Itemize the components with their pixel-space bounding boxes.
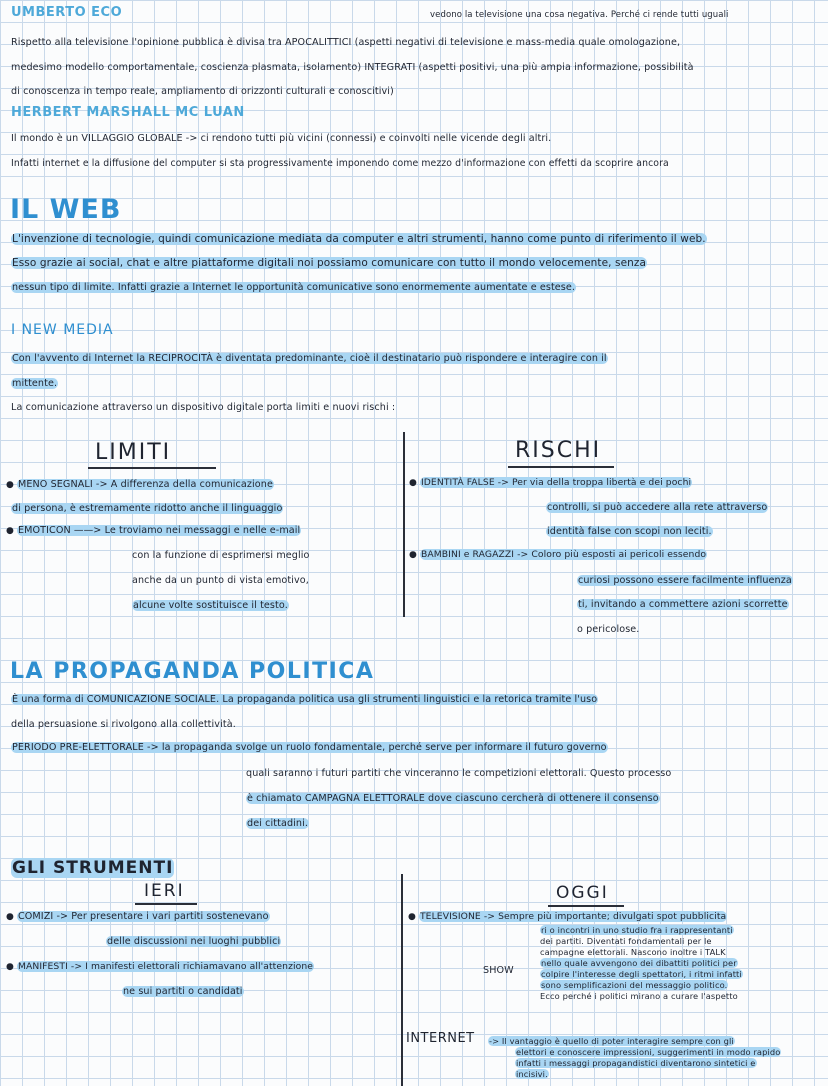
rischi-bullet-2-c-text: ti, invitando a commettere azioni scorrette — [578, 599, 788, 610]
web-line-2-text: Esso grazie ai social, chat e altre piattaforme digitali noi possiamo comunicare con tutto il mondo velocemente, senza — [12, 257, 647, 269]
manifesti-b — [122, 985, 244, 999]
rischi-bullet-1-b-text: controlli, si può accedere alla rete attraverso — [547, 502, 768, 513]
internet-d — [515, 1069, 549, 1079]
tv-g — [540, 980, 728, 990]
propaganda-line-1-text: È una forma di COMUNICAZIONE SOCIALE. La propaganda politica usa gli strumenti linguistici e la retorica tramite l'uso — [12, 694, 598, 705]
eco-line-2: medesimo modello comportamentale, coscienza plasmata, isolamento) INTEGRATI (aspetti positivi, una più ampia informazione, possibilità — [11, 62, 694, 73]
tv-e-text: nello quale avvengono dei dibattiti politici per — [541, 958, 737, 968]
propaganda-line-2: della persuasione si rivolgono alla collettività. — [11, 719, 236, 730]
tv-b-text: ri o incontri in uno studio fra i rappresentanti — [541, 925, 733, 935]
web-line-3 — [11, 281, 576, 295]
limiti-underline — [88, 467, 216, 469]
rischi-bullet-1-b — [546, 501, 768, 515]
internet-c — [515, 1058, 757, 1068]
tv-d: campagne elettorali. Nascono inoltre i TALK — [540, 947, 726, 957]
rischi-underline — [508, 466, 614, 468]
propaganda-line-5-text: è chiamato CAMPAGNA ELETTORALE dove ciascuno cercherà di ottenere il consenso — [247, 793, 659, 804]
tv-e — [540, 958, 738, 968]
limiti-bullet-2-c: anche da un punto di vista emotivo, — [132, 575, 309, 586]
tv-b — [540, 925, 734, 935]
limiti-bullet-2-d — [132, 599, 289, 613]
rischi-bullet-2-b — [577, 574, 793, 588]
comizi-text: COMIZI -> Per presentare i vari partiti sostenevano — [17, 911, 269, 922]
newmedia-line-2-text: mittente. — [12, 378, 58, 389]
limiti-bullet-2-b: con la funzione di esprimersi meglio — [132, 550, 310, 561]
tv-show: SHOW — [483, 965, 514, 976]
internet-a — [488, 1036, 735, 1046]
rischi-bullet-2 — [409, 548, 707, 562]
comizi-b-text: delle discussioni nei luoghi pubblici — [107, 936, 281, 947]
propaganda-title: LA PROPAGANDA POLITICA — [10, 659, 375, 684]
internet-a-text: -> Il vantaggio è quello di poter interagire sempre con gli — [489, 1036, 734, 1046]
internet-b — [515, 1047, 781, 1057]
rischi-bullet-1 — [409, 476, 692, 490]
newmedia-line-2 — [11, 377, 58, 391]
ieri-title: IERI — [144, 881, 185, 901]
rischi-bullet-2-c — [577, 598, 789, 612]
oggi-underline — [548, 905, 624, 907]
propaganda-line-6 — [246, 817, 309, 831]
strumenti-title-text: GLI STRUMENTI — [12, 858, 174, 878]
newmedia-title: I NEW MEDIA — [11, 322, 114, 338]
internet-b-text: elettori e conoscere impressioni, suggerimenti in modo rapido — [516, 1047, 781, 1057]
tv-bullet — [408, 910, 727, 924]
propaganda-line-4: quali saranno i futuri partiti che vinceranno le competizioni elettorali. Questo processo — [246, 768, 672, 779]
web-line-2 — [11, 256, 647, 270]
eco-line-3: di conoscenza in tempo reale, ampliamento di orizzonti culturali e conoscitivi) — [11, 86, 394, 97]
comizi-bullet — [6, 910, 270, 924]
rischi-bullet-2-text: BAMBINI e RAGAZZI -> Coloro più esposti ai pericoli essendo — [420, 549, 707, 560]
manifesti-b-text: ne sui partiti o candidati — [123, 986, 243, 997]
propaganda-line-1 — [11, 693, 598, 707]
eco-title: UMBERTO ECO — [11, 5, 123, 20]
limiti-bullet-2 — [6, 524, 301, 538]
column-divider-1 — [403, 432, 405, 617]
rischi-bullet-2-d: o pericolose. — [577, 624, 640, 635]
manifesti-text: MANIFESTI -> I manifesti elettorali richiamavano all'attenzione — [17, 961, 314, 972]
column-divider-2 — [401, 874, 403, 1086]
internet-label: INTERNET — [406, 1031, 475, 1046]
eco-line-1: Rispetto alla televisione l'opinione pubblica è divisa tra APOCALITTICI (aspetti negativi di televisione e mass-media quale omologazione, — [11, 37, 681, 48]
limiti-bullet-2-text: EMOTICON ——> Le troviamo nei messaggi e nelle e-mail — [17, 525, 301, 536]
web-line-1-text: L'invenzione di tecnologie, quindi comunicazione mediata da computer e altri strumenti, hanno come punto di riferimento il web. — [12, 233, 706, 245]
tv-text: TELEVISIONE -> Sempre più importante; divulgati spot pubblicita — [419, 911, 727, 922]
propaganda-line-3-text: PERIODO PRE-ELETTORALE -> la propaganda svolge un ruolo fondamentale, perché serve per informare il futuro governo — [12, 742, 607, 753]
web-line-1 — [11, 232, 707, 246]
web-line-3-text: nessun tipo di limite. Infatti grazie a Internet le opportunità comunicative sono enormemente aumentate e estese. — [12, 282, 576, 293]
tv-h: Ecco perché i politici mirano a curare l'aspetto — [540, 991, 738, 1001]
web-title: IL WEB — [10, 194, 122, 225]
newmedia-line-1-text: Con l'avvento di Internet la RECIPROCITÀ è diventata predominante, cioè il destinatario può rispondere e interagire con il — [12, 353, 607, 364]
tv-f-text: colpire l'interesse degli spettatori, i ritmi infatti — [541, 969, 742, 979]
rischi-bullet-1-text: IDENTITÀ FALSE -> Per via della troppa libertà e dei pochi — [420, 477, 692, 488]
mcluhan-line-1: Il mondo è un VILLAGGIO GLOBALE -> ci rendono tutti più vicini (connessi) e coinvolti nelle vicende degli altri. — [11, 133, 552, 144]
eco-side-note: vedono la televisione una cosa negativa. Perché ci rende tutti uguali — [430, 10, 729, 20]
limiti-bullet-1-text: MENO SEGNALI -> A differenza della comunicazione — [17, 479, 273, 490]
oggi-title: OGGI — [556, 883, 609, 903]
limiti-bullet-1-b — [11, 502, 283, 516]
ieri-underline — [135, 903, 197, 905]
propaganda-line-3 — [11, 741, 608, 755]
limiti-bullet-2-d-text: alcune volte sostituisce il testo. — [133, 600, 288, 611]
tv-g-text: sono semplificazioni del messaggio politico. — [541, 980, 728, 990]
internet-c-text: infatti i messaggi propagandistici diventarono sintetici e — [516, 1058, 756, 1068]
newmedia-line-3: La comunicazione attraverso un dispositivo digitale porta limiti e nuovi rischi : — [11, 402, 396, 413]
newmedia-line-1 — [11, 352, 608, 366]
rischi-bullet-1-c — [546, 525, 713, 539]
propaganda-line-6-text: dei cittadini. — [247, 818, 309, 829]
mcluhan-title: HERBERT MARSHALL MC LUAN — [11, 105, 245, 120]
tv-c: dei partiti. Diventati fondamentali per le — [540, 936, 712, 946]
strumenti-title — [11, 857, 174, 879]
manifesti-bullet — [6, 960, 314, 974]
limiti-title: LIMITI — [95, 440, 172, 465]
propaganda-line-5 — [246, 792, 660, 806]
limiti-bullet-1 — [6, 478, 274, 492]
internet-d-text: incisivi. — [516, 1069, 548, 1079]
rischi-bullet-1-c-text: identità false con scopi non leciti. — [547, 526, 712, 537]
tv-f — [540, 969, 743, 979]
rischi-bullet-2-b-text: curiosi possono essere facilmente influenza — [578, 575, 792, 586]
limiti-bullet-1-b-text: di persona, è estremamente ridotto anche il linguaggio — [12, 503, 283, 514]
mcluhan-line-2: Infatti internet e la diffusione del computer si sta progressivamente imponendo come mezzo d'informazione con effetti da scoprire ancora — [11, 158, 669, 169]
comizi-b — [106, 935, 281, 949]
rischi-title: RISCHI — [515, 438, 602, 463]
